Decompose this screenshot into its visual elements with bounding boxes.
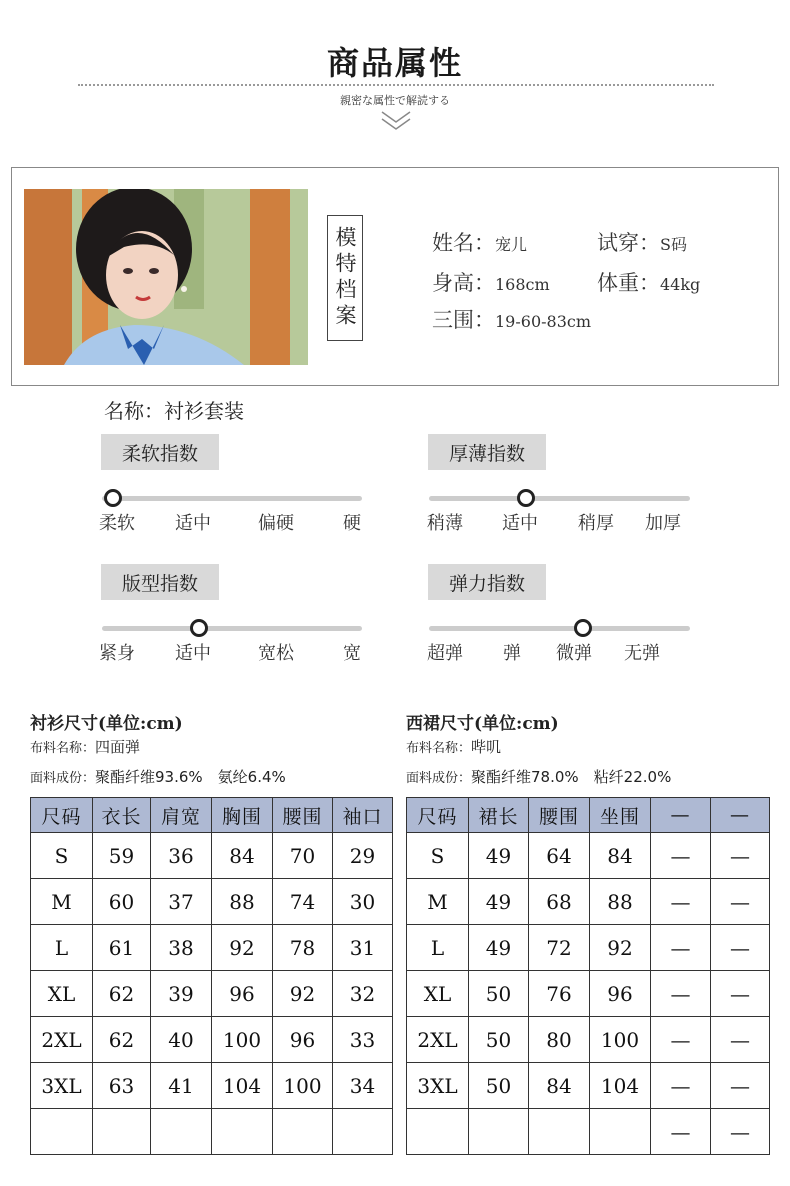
table-cell xyxy=(407,1109,469,1155)
model-weight: 44kg xyxy=(660,275,701,294)
table-cell: 64 xyxy=(529,833,590,879)
table-cell: 104 xyxy=(212,1063,273,1109)
table-cell: — xyxy=(711,925,770,971)
shirt-fabric-label: 布料名称： xyxy=(30,741,96,756)
column-header: 袖口 xyxy=(333,798,393,833)
table-cell: 88 xyxy=(212,879,273,925)
softness-track xyxy=(102,496,362,501)
model-height-row xyxy=(432,267,550,297)
skirt-composition-label: 面料成份： xyxy=(406,771,472,786)
height-label: 身高： xyxy=(432,271,495,295)
shirt-composition-label: 面料成份： xyxy=(30,771,96,786)
elasticity-tick: 超弹 xyxy=(427,643,463,664)
table-cell: — xyxy=(711,1063,770,1109)
table-cell xyxy=(93,1109,151,1155)
skirt-fabric-row xyxy=(406,736,501,757)
softness-knob xyxy=(104,489,122,507)
table-row xyxy=(31,971,393,1017)
table-cell: — xyxy=(651,1109,711,1155)
table-row xyxy=(31,833,393,879)
model-measure-row xyxy=(432,304,591,334)
shirt-composition-row xyxy=(30,766,286,787)
skirt-composition-row xyxy=(406,766,671,787)
table-cell: 40 xyxy=(151,1017,212,1063)
table-cell: — xyxy=(651,1063,711,1109)
measure-label: 三围： xyxy=(432,308,495,332)
thickness-tick: 加厚 xyxy=(645,513,681,534)
elasticity-tick: 无弹 xyxy=(624,643,660,664)
table-cell: 76 xyxy=(529,971,590,1017)
table-cell: 59 xyxy=(93,833,151,879)
table-cell: 92 xyxy=(273,971,333,1017)
table-cell: 96 xyxy=(212,971,273,1017)
table-cell: 50 xyxy=(469,1017,529,1063)
table-cell: 34 xyxy=(333,1063,393,1109)
table-cell: — xyxy=(651,879,711,925)
table-cell xyxy=(333,1109,393,1155)
model-name: 宠儿 xyxy=(495,235,528,254)
table-row xyxy=(407,879,770,925)
table-cell: 61 xyxy=(93,925,151,971)
fit-track xyxy=(102,626,362,631)
model-name-row xyxy=(432,227,527,257)
softness-index-title: 柔软指数 xyxy=(101,434,219,470)
table-cell: — xyxy=(711,879,770,925)
table-cell: 50 xyxy=(469,971,529,1017)
elasticity-track xyxy=(429,626,690,631)
table-cell: 33 xyxy=(333,1017,393,1063)
shirt-size-table xyxy=(30,797,393,1155)
product-name: 名称：衬衫套装 xyxy=(104,399,244,423)
column-header: 腰围 xyxy=(273,798,333,833)
table-cell: S xyxy=(31,833,93,879)
table-cell: — xyxy=(711,833,770,879)
table-cell: — xyxy=(651,1017,711,1063)
table-row xyxy=(407,1109,770,1155)
name-label: 姓名： xyxy=(432,231,495,255)
table-cell: 2XL xyxy=(407,1017,469,1063)
model-measurements: 19-60-83cm xyxy=(495,312,592,331)
table-header-row xyxy=(407,798,770,833)
table-cell: 49 xyxy=(469,879,529,925)
table-cell: 62 xyxy=(93,1017,151,1063)
table-cell xyxy=(469,1109,529,1155)
elasticity-tick: 弹 xyxy=(503,643,521,664)
model-tag-text: 模特档案 xyxy=(333,226,357,330)
table-cell: M xyxy=(407,879,469,925)
softness-tick: 硬 xyxy=(343,513,361,534)
column-header: 裙长 xyxy=(469,798,529,833)
table-cell: 50 xyxy=(469,1063,529,1109)
table-cell: 62 xyxy=(93,971,151,1017)
skirt-size-title: 西裙尺寸(单位:cm) xyxy=(406,714,559,734)
table-cell: 96 xyxy=(590,971,651,1017)
table-cell: 70 xyxy=(273,833,333,879)
table-cell: 100 xyxy=(212,1017,273,1063)
table-cell: 80 xyxy=(529,1017,590,1063)
column-header: 尺码 xyxy=(407,798,469,833)
table-cell: 3XL xyxy=(407,1063,469,1109)
table-cell: XL xyxy=(31,971,93,1017)
skirt-composition: 聚酯纤维78.0% 粘纤22.0% xyxy=(471,768,672,786)
table-cell: 104 xyxy=(590,1063,651,1109)
column-header: — xyxy=(651,798,711,833)
column-header: 腰围 xyxy=(529,798,590,833)
table-cell: 96 xyxy=(273,1017,333,1063)
column-header: 坐围 xyxy=(590,798,651,833)
table-cell: — xyxy=(711,971,770,1017)
model-try-row xyxy=(597,227,687,257)
weight-label: 体重： xyxy=(597,271,660,295)
column-header: 衣长 xyxy=(93,798,151,833)
table-row xyxy=(407,833,770,879)
model-profile-tag xyxy=(327,215,363,341)
table-row xyxy=(407,1017,770,1063)
fit-index-title: 版型指数 xyxy=(101,564,219,600)
column-header: 尺码 xyxy=(31,798,93,833)
table-cell: 100 xyxy=(590,1017,651,1063)
table-cell: 30 xyxy=(333,879,393,925)
table-cell: 92 xyxy=(212,925,273,971)
table-cell: — xyxy=(711,1017,770,1063)
table-cell: L xyxy=(407,925,469,971)
softness-tick: 偏硬 xyxy=(258,513,294,534)
thickness-index-title: 厚薄指数 xyxy=(428,434,546,470)
table-cell: 31 xyxy=(333,925,393,971)
table-cell: 74 xyxy=(273,879,333,925)
table-cell: 2XL xyxy=(31,1017,93,1063)
table-cell: S xyxy=(407,833,469,879)
table-cell: 68 xyxy=(529,879,590,925)
elasticity-tick: 微弹 xyxy=(556,643,592,664)
table-cell: XL xyxy=(407,971,469,1017)
skirt-fabric: 哔叽 xyxy=(471,738,502,756)
table-cell: 84 xyxy=(590,833,651,879)
table-cell: 3XL xyxy=(31,1063,93,1109)
table-cell: 84 xyxy=(212,833,273,879)
table-cell xyxy=(31,1109,93,1155)
table-cell: 78 xyxy=(273,925,333,971)
table-cell: — xyxy=(651,833,711,879)
chevron-down-icon xyxy=(380,110,412,132)
table-cell: 29 xyxy=(333,833,393,879)
thickness-tick: 适中 xyxy=(502,513,538,534)
column-header: 胸围 xyxy=(212,798,273,833)
table-row xyxy=(31,879,393,925)
table-cell: 37 xyxy=(151,879,212,925)
table-cell: — xyxy=(651,971,711,1017)
shirt-fabric: 四面弹 xyxy=(95,738,141,756)
table-cell: 49 xyxy=(469,833,529,879)
table-cell: 36 xyxy=(151,833,212,879)
table-row xyxy=(407,1063,770,1109)
table-cell xyxy=(151,1109,212,1155)
table-cell: 49 xyxy=(469,925,529,971)
table-row xyxy=(407,925,770,971)
fit-tick: 宽松 xyxy=(258,643,294,664)
table-cell xyxy=(529,1109,590,1155)
page-title: 商品属性 xyxy=(326,44,463,82)
table-cell: — xyxy=(651,925,711,971)
table-cell: 63 xyxy=(93,1063,151,1109)
table-row xyxy=(31,925,393,971)
table-cell: — xyxy=(711,1109,770,1155)
table-cell: M xyxy=(31,879,93,925)
try-label: 试穿： xyxy=(597,231,660,255)
column-header: — xyxy=(711,798,770,833)
fit-tick: 宽 xyxy=(343,643,361,664)
elasticity-index-title: 弹力指数 xyxy=(428,564,546,600)
table-row xyxy=(31,1109,393,1155)
thickness-track xyxy=(429,496,690,501)
skirt-fabric-label: 布料名称： xyxy=(406,741,472,756)
table-cell: 32 xyxy=(333,971,393,1017)
table-cell: 38 xyxy=(151,925,212,971)
shirt-composition: 聚酯纤维93.6% 氨纶6.4% xyxy=(95,768,286,786)
model-height: 168cm xyxy=(495,275,550,294)
table-cell xyxy=(212,1109,273,1155)
table-cell xyxy=(590,1109,651,1155)
table-cell: 41 xyxy=(151,1063,212,1109)
title-divider xyxy=(78,84,714,86)
shirt-size-title: 衬衫尺寸(单位:cm) xyxy=(30,714,183,734)
table-cell: 72 xyxy=(529,925,590,971)
shirt-fabric-row xyxy=(30,736,140,757)
page-subtitle: 親密な属性で解読する xyxy=(340,94,450,107)
elasticity-knob xyxy=(574,619,592,637)
table-row xyxy=(31,1063,393,1109)
column-header: 肩宽 xyxy=(151,798,212,833)
fit-knob xyxy=(190,619,208,637)
model-photo xyxy=(24,189,308,365)
thickness-tick: 稍薄 xyxy=(427,513,463,534)
thickness-tick: 稍厚 xyxy=(578,513,614,534)
table-row xyxy=(407,971,770,1017)
fit-tick: 适中 xyxy=(175,643,211,664)
table-cell: 84 xyxy=(529,1063,590,1109)
table-cell: 39 xyxy=(151,971,212,1017)
skirt-size-table xyxy=(406,797,770,1155)
table-cell: L xyxy=(31,925,93,971)
table-header-row xyxy=(31,798,393,833)
table-cell: 92 xyxy=(590,925,651,971)
softness-tick: 适中 xyxy=(175,513,211,534)
model-try-size: S码 xyxy=(660,235,687,254)
model-weight-row xyxy=(597,267,700,297)
table-cell: 100 xyxy=(273,1063,333,1109)
table-cell: 88 xyxy=(590,879,651,925)
softness-tick: 柔软 xyxy=(99,513,135,534)
thickness-knob xyxy=(517,489,535,507)
table-cell xyxy=(273,1109,333,1155)
fit-tick: 紧身 xyxy=(99,643,135,664)
table-row xyxy=(31,1017,393,1063)
table-cell: 60 xyxy=(93,879,151,925)
